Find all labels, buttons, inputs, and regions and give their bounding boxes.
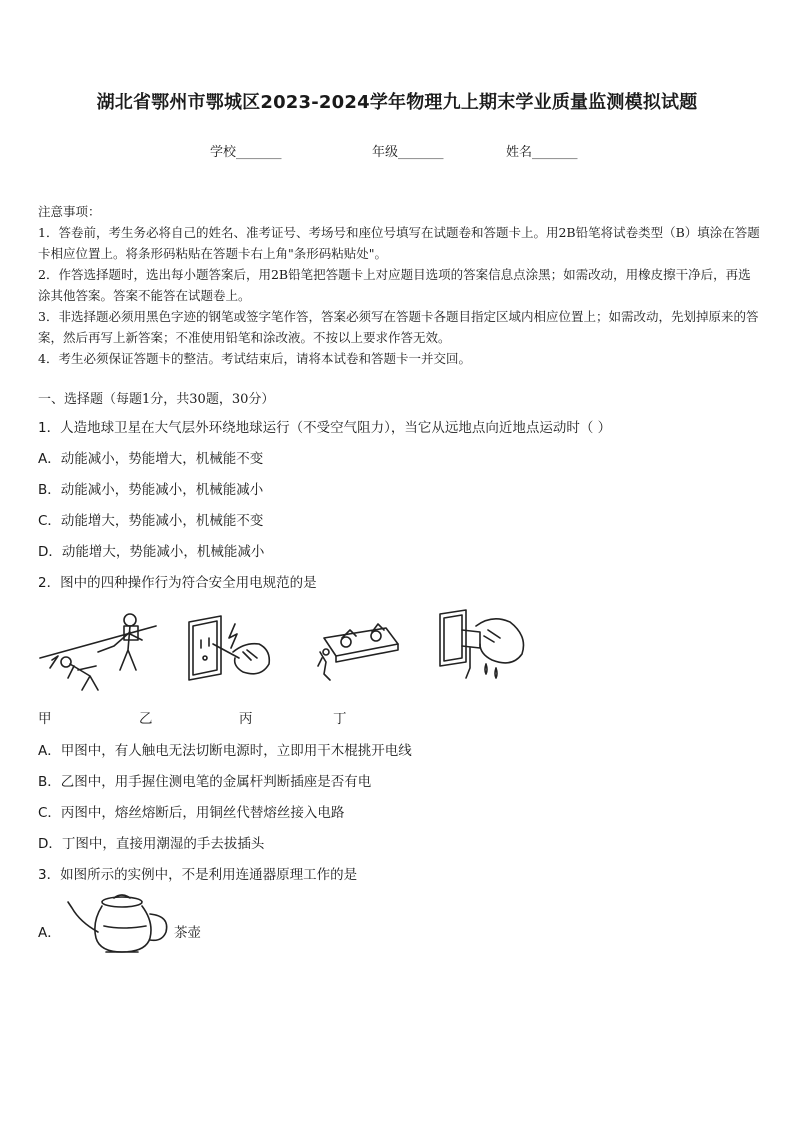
section-heading: 一、选择题（每题1分，共30题，30分）	[38, 392, 275, 407]
notes-heading: 注意事项：	[38, 204, 101, 219]
q1-option-d: D．动能增大，势能减小，机械能减小	[38, 544, 265, 560]
q2-option-b: B．乙图中，用手握住测电笔的金属杆判断插座是否有电	[38, 774, 372, 790]
figure-jia-illustration	[38, 606, 158, 696]
figure-yi-illustration	[185, 612, 275, 684]
grade-field: 年级_______	[372, 145, 444, 160]
figure-label-ding: 丁	[333, 711, 347, 727]
q3-option-a-letter: A．	[38, 925, 61, 941]
figure-ding-illustration	[436, 608, 530, 682]
q2-stem: 2．图中的四种操作行为符合安全用电规范的是	[38, 575, 317, 591]
figure-label-yi: 乙	[139, 711, 153, 727]
q3-option-a-caption: 茶壶	[174, 925, 201, 941]
note-item: 1．答卷前，考生务必将自己的姓名、准考证号、考场号和座位号填写在试题卷和答题卡上。用2B铅笔将试卷类型（B）填涂在答题卡相应位置上。将条形码粘贴在答题卡右上角"条形码粘贴处"。	[38, 225, 760, 261]
q2-option-a: A．甲图中，有人触电无法切断电源时，立即用干木棍挑开电线	[38, 743, 412, 759]
figure-label-bing: 丙	[239, 711, 253, 727]
figure-label-jia: 甲	[38, 711, 52, 727]
name-field: 姓名_______	[506, 145, 578, 160]
note-item: 3．非选择题必须用黑色字迹的钢笔或签字笔作答，答案必须写在答题卡各题目指定区域内相应位置上；如需改动，先划掉原来的答案，然后再写上新答案；不准使用铅笔和涂改液。不按以上要求作答无效。	[38, 309, 759, 345]
q2-option-c: C．丙图中，熔丝熔断后，用铜丝代替熔丝接入电路	[38, 805, 345, 821]
teapot-illustration	[66, 892, 174, 958]
q3-stem: 3．如图所示的实例中，不是利用连通器原理工作的是	[38, 867, 358, 883]
q1-option-a: A．动能减小，势能增大，机械能不变	[38, 451, 264, 467]
note-item: 4．考生必须保证答题卡的整洁。考试结束后，请将本试卷和答题卡一并交回。	[38, 351, 471, 366]
figure-bing-illustration	[316, 614, 402, 684]
note-item: 2．作答选择题时，选出每小题答案后，用2B铅笔把答题卡上对应题目选项的答案信息点涂黑；如需改动，用橡皮擦干净后，再选涂其他答案。答案不能答在试题卷上。	[38, 267, 751, 303]
q1-stem: 1．人造地球卫星在大气层外环绕地球运行（不受空气阻力），当它从远地点向近地点运动时（ ）	[38, 420, 612, 436]
page-title: 湖北省鄂州市鄂城区2023-2024学年物理九上期末学业质量监测模拟试题	[96, 92, 698, 113]
q1-option-c: C．动能增大，势能减小，机械能不变	[38, 513, 264, 529]
q1-option-b: B．动能减小，势能减小，机械能减小	[38, 482, 264, 498]
school-field: 学校_______	[210, 145, 282, 160]
notes-block	[38, 201, 760, 369]
q2-option-d: D．丁图中，直接用潮湿的手去拔插头	[38, 836, 265, 852]
